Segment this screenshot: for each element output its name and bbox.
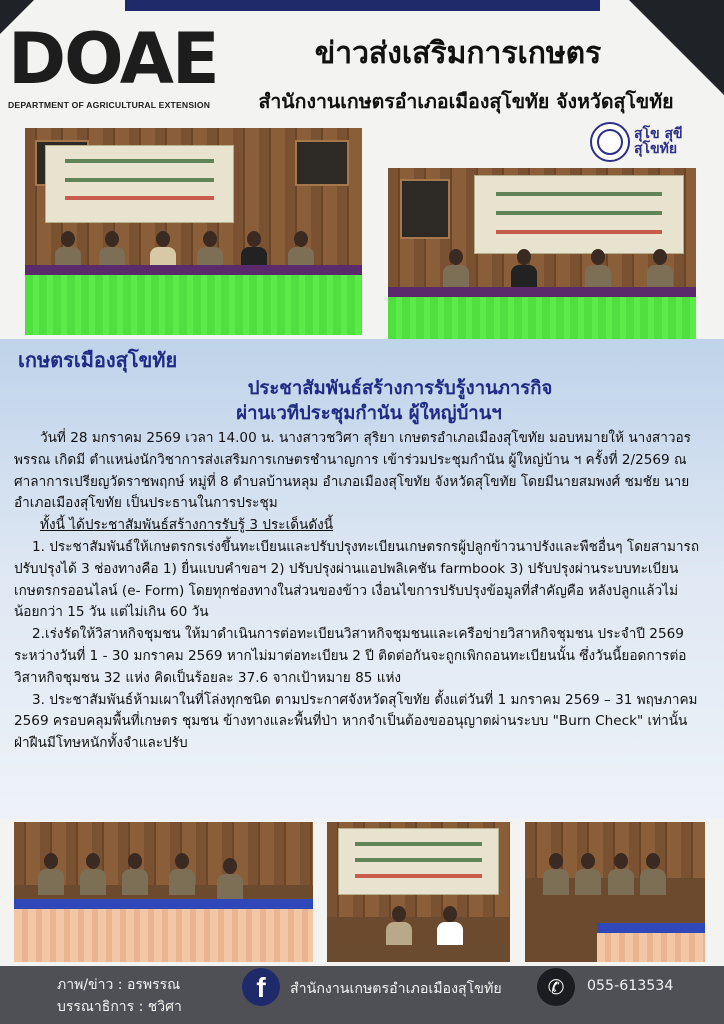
item-1: 1. ประชาสัมพันธ์ให้เกษตรกรเร่งขึ้นทะเบียนและปรับปรุงทะเบียนเกษตรกรผู้ปลูกข้าวนาปรังและพืชอื่นๆ โดยสามารถปรับปรุงได้ 3 ช่องทางคือ 1) ยื่นแบบคำขอฯ 2) ปรับปรุงผ่านแอปพลิเคชัน farmbook 3) ปรับปรุงผ่านระบบทะเบียนเกษตรกรออนไลน์ (e- Form) โดยทุกช่องทางในส่วนของข้าว เงื่อนไขการปรับปรุงข้อมูลที่สำคัญคือ หลังปลูกแล้วไม่ น้อยกว่า 15 วัน แต่ไม่เกิน 60 วัน (14, 538, 700, 621)
item-3: 3. ประชาสัมพันธ์ห้ามเผาในที่โล่งทุกชนิด ตามประกาศจังหวัดสุโขทัย ตั้งแต่วันที่ 1 มกราคม 2569 – 31 พฤษภาคม 2569 ครอบคลุมพื้นที่เกษตร ชุมชน ข้างทางและพื้นที่ป่า หากจำเป็นต้องขออนุญาตผ่านระบบ "Burn Check" เท่านั้น ฝ่าฝืนมีโทษหนักทั้งจำและปรับ (14, 691, 698, 752)
headline-line-1: ประชาสัมพันธ์สร้างการรับรู้งานภารกิจ (247, 378, 553, 399)
logo-mark: DOAE (8, 18, 218, 100)
editor-credit: บรรณาธิการ : ชวิศา (57, 999, 182, 1015)
phone-number[interactable]: 055-613534 (587, 978, 674, 994)
section-heading: เกษตรเมืองสุโขทัย (18, 348, 178, 372)
meeting-photo-1 (25, 128, 362, 335)
seal-line-1: สุโข สุขี (634, 126, 683, 142)
facebook-page-label[interactable]: สำนักงานเกษตรอำเภอเมืองสุโขทัย (290, 981, 502, 997)
seal-emblem-icon (590, 122, 630, 162)
facebook-icon[interactable]: f (242, 968, 280, 1006)
sukhothai-seal (590, 118, 702, 166)
photo-credit: ภาพ/ข่าว : อรพรรณ (57, 977, 181, 993)
doae-logo (8, 20, 223, 120)
seal-script (634, 127, 683, 157)
office-name: สำนักงานเกษตรอำเภอเมืองสุโขทัย จังหวัดสุโขทัย (258, 90, 674, 113)
meeting-photo-5 (525, 822, 705, 962)
logo-subtitle: DEPARTMENT OF AGRICULTURAL EXTENSION (8, 100, 211, 110)
page-title: ข่าวส่งเสริมการเกษตร (314, 36, 602, 71)
meeting-photo-2 (388, 168, 696, 354)
meeting-photo-3 (14, 822, 313, 962)
seal-line-2: สุโขทัย (634, 141, 678, 157)
phone-icon[interactable]: ✆ (537, 968, 575, 1006)
article-body (14, 428, 704, 755)
item-2: 2.เร่งรัดให้วิสาหกิจชุมชน ให้มาดำเนินการต่อทะเบียนวิสาหกิจชุมชนและเครือข่ายวิสาหกิจชุมชน ประจำปี 2569 ระหว่างวันที่ 1 - 30 มกราคม 2569 หากไม่มาต่อทะเบียน 2 ปี ติดต่อกันจะถูกเพิกถอนทะเบียนนั้น ซึ่งวันนี้ยอดการต่อวิสาหกิจชุมชน 32 แห่ง คิดเป็นร้อยละ 37.6 จากเป้าหมาย 85 แห่ง (14, 626, 687, 686)
headline-line-2: ผ่านเวทีประชุมกำนัน ผู้ใหญ่บ้านฯ (236, 403, 502, 424)
top-accent-bar (125, 0, 600, 11)
lead-line: ทั้งนี้ ได้ประชาสัมพันธ์สร้างการรับรู้ 3 ประเด็นดังนี้ (40, 517, 334, 534)
meeting-photo-4 (327, 822, 510, 962)
intro-paragraph: วันที่ 28 มกราคม 2569 เวลา 14.00 น. นางสาวชวิศา สุริยา เกษตรอำเภอเมืองสุโขทัย มอบหมายให้ นางสาวอรพรรณ เกิดมี ตำแหน่งนักวิชาการส่งเสริมการเกษตรชำนาญการ เข้าร่วมประชุมกำนัน ผู้ใหญ่บ้าน ฯ ครั้งที่ 2/2569 ณ ศาลาการเปรียญวัดราชพฤกษ์ หมู่ที่ 8 ตำบลบ้านหลุม อำเภอเมืองสุโขทัย จังหวัดสุโขทัย โดยมีนายสมพงศ์ ชมชัย นายอำเภอเมืองสุโขทัย เป็นประธานในการประชุม (14, 430, 691, 512)
